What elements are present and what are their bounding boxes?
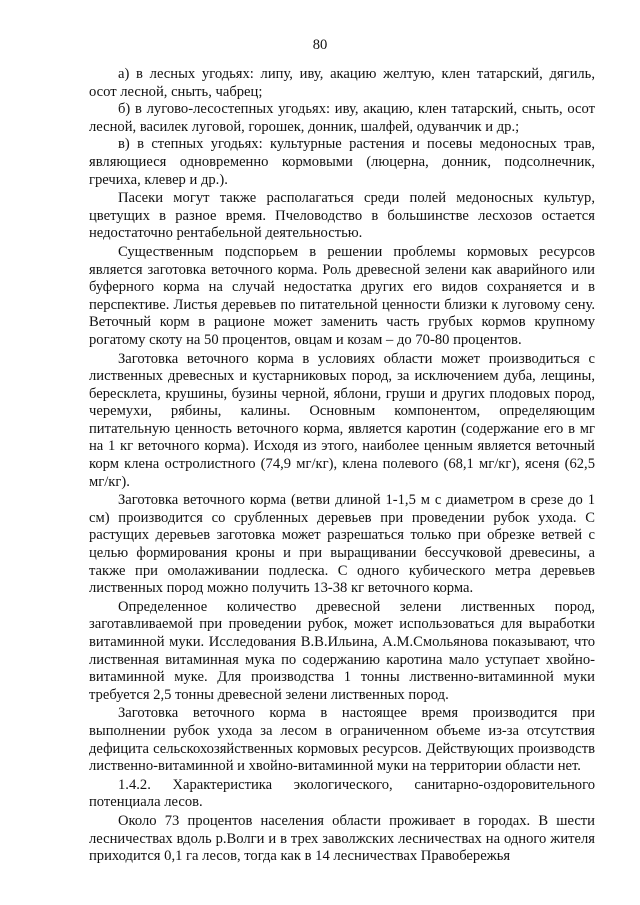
paragraph-branch-feed-harvesting: Заготовка веточного корма (ветви длиной 1-1,5 м с диаметром в срезе до 1 см) производится со срубленных деревьев при проведении рубок ухода. С растущих деревьев заготовка может разрешаться только при обрезке ветвей с целью формирования кроны и при выращивании бессучковой древесины, а также при омолаживании подлеска. С одного кубического метра деревьев лиственных пород можно получить 13-38 кг веточного корма. (89, 492, 595, 597)
paragraph-population-forests: Около 73 процентов населения области проживает в городах. В шести лесничествах вдоль р.Волги и в трех заволжских лесничествах на одного жителя приходится 0,1 га лесов, тогда как в 14 лесничествах Правобережья (89, 812, 595, 865)
section-heading-1-4-2: 1.4.2. Характеристика экологического, санитарно-оздоровительного потенциала лесов. (89, 776, 595, 811)
body-text (89, 66, 595, 866)
paragraph-branch-feed-species: Заготовка веточного корма в условиях области может производиться с лиственных древесных и кустарниковых пород, за исключением дуба, лещины, бересклета, крушины, бузины черной, яблони, груши и других плодовых пород, черемухи, рябины, калины. Основным компонентом, определяющим питательную ценность веточного корма, является каротин (содержание его в мг на 1 кг веточного корма). Исходя из этого, наиболее ценным является веточный корм клена остролистного (74,9 мг/кг), клена полевого (68,1 мг/кг), ясеня (62,5 мг/кг). (89, 350, 595, 490)
paragraph-steppe-lands: в) в степных угодьях: культурные растения и посевы медоносных трав, являющиеся одновременно кормовыми (люцерна, донник, подсолнечник, гречиха, клевер и др.). (89, 136, 595, 188)
paragraph-current-harvesting: Заготовка веточного корма в настоящее время производится при выполнении рубок ухода за лесом в ограниченном объеме из-за отсутствия дефицита сельскохозяйственных кормовых ресурсов. Действующих производств лиственно-витаминной и хвойно-витаминной муки на территории области нет. (89, 705, 595, 775)
page-number: 80 (312, 37, 328, 53)
paragraph-branch-feed-importance: Существенным подспорьем в решении проблемы кормовых ресурсов является заготовка веточного корма. Роль древесной зелени как аварийного или буферного корма на случай недостатка других его видов сохраняется и в перспективе. Листья деревьев по питательной ценности близки к луговому сену. Веточный корм в рационе может заменить часть грубых кормов крупному рогатому скоту на 50 процентов, овцам и козам – до 70-80 процентов. (89, 243, 595, 348)
paragraph-meadow-forest-steppe-lands: б) в лугово-лесостепных угодьях: иву, акацию, клен татарский, сныть, осот лесной, василек луговой, горошек, донник, шалфей, одуванчик и др.; (89, 101, 595, 135)
paragraph-forest-lands: а) в лесных угодьях: липу, иву, акацию желтую, клен татарский, дягиль, осот лесной, сныть, чабрец; (89, 66, 595, 100)
paragraph-apiaries: Пасеки могут также располагаться среди полей медоносных культур, цветущих в разное время. Пчеловодство в большинстве лесхозов остается недостаточно рентабельной деятельностью. (89, 190, 595, 242)
paragraph-vitamin-flour: Определенное количество древесной зелени лиственных пород, заготавливаемой при проведении рубок, может использоваться для выработки витаминной муки. Исследования В.В.Ильина, А.М.Смольянова показывают, что лиственная витаминная мука по содержанию каротина мало уступает хвойно-витаминной муке. Для производства 1 тонны лиственно-витаминной муки требуется 2,5 тонны древесной зелени лиственных пород. (89, 598, 595, 703)
